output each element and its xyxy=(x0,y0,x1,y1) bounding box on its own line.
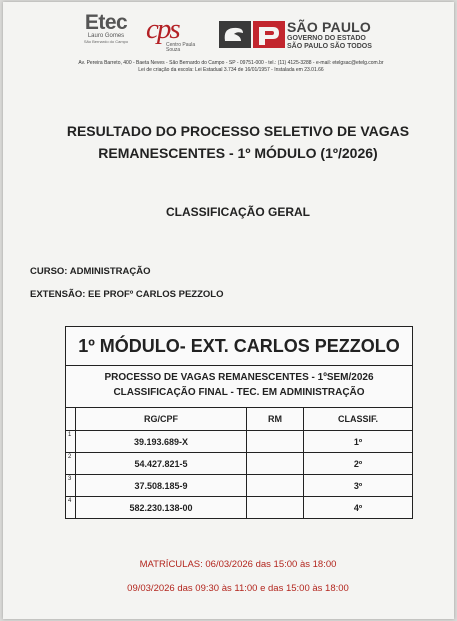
sp-line3: SÃO PAULO SÃO TODOS xyxy=(287,43,372,50)
title-line-2: REMANESCENTES - 1º MÓDULO (1º/2026) xyxy=(98,145,378,161)
row-document: 39.193.689-X xyxy=(76,431,247,452)
cps-logo xyxy=(146,13,204,56)
row-classification: 4º xyxy=(353,502,363,513)
sp-government-logo xyxy=(219,19,384,55)
table-row xyxy=(66,475,412,497)
sp-title: SÃO PAULO xyxy=(287,19,371,35)
row-number: 1 xyxy=(66,431,76,452)
row-classification: 2º xyxy=(353,458,363,469)
document-title xyxy=(43,120,433,164)
extension-label: EXTENSÃO: EE PROFº CARLOS PEZZOLO xyxy=(30,289,224,300)
title-line-1: RESULTADO DO PROCESSO SELETIVO DE VAGAS xyxy=(66,123,410,139)
enrollment-date-2: 09/03/2026 das 09:30 às 11:00 e das 15:00 às 18:00 xyxy=(127,583,349,594)
etec-city: São Bernardo do Campo xyxy=(83,39,129,44)
row-document: 54.427.821-5 xyxy=(76,453,247,474)
row-number: 2 xyxy=(66,453,76,474)
process-line-1: PROCESSO DE VAGAS REMANESCENTES - 1ºSEM/2026 xyxy=(104,372,374,383)
row-number: 4 xyxy=(66,497,76,518)
classification-table xyxy=(65,326,413,519)
row-classification: 1º xyxy=(353,436,363,447)
etec-school: Lauro Gomes xyxy=(87,33,125,39)
row-document: 582.230.138-00 xyxy=(76,497,247,518)
school-creation-law: Lei de criação da escola: Lei Estadual 3.734 de 16/01/1957 - Instalada em 23.01.66 xyxy=(138,67,324,73)
table-header-row xyxy=(66,408,412,431)
cps-sub: Centro Paula Souza xyxy=(166,42,196,53)
enrollment-date-1: MATRÍCULAS: 06/03/2026 das 15:00 às 18:00 xyxy=(139,559,337,570)
table-row xyxy=(66,431,412,453)
sp-badge-icon xyxy=(219,21,285,48)
table-process-info xyxy=(66,366,412,408)
row-number: 3 xyxy=(66,475,76,496)
table-heading: 1º MÓDULO- EXT. CARLOS PEZZOLO xyxy=(66,327,412,366)
column-header-rg-cpf: RG/CPF xyxy=(76,408,247,430)
column-header-classif: CLASSIF. xyxy=(337,414,378,424)
process-line-2: CLASSIFICAÇÃO FINAL - TEC. EM ADMINISTRAÇÃO xyxy=(113,387,365,398)
document-page xyxy=(3,2,454,619)
row-classification: 3º xyxy=(353,480,363,491)
row-rm xyxy=(247,453,304,474)
school-address: Av. Pereira Barreto, 400 - Baeta Neves - São Bernardo do Campo - SP - 09751-000 - tel.: (11) 4125-3288 - e-mail: etelgsac@etelg.com.br xyxy=(78,60,384,66)
row-rm xyxy=(247,431,304,452)
table-row xyxy=(66,453,412,475)
row-document: 37.508.185-9 xyxy=(76,475,247,496)
document-subtitle: CLASSIFICAÇÃO GERAL xyxy=(166,205,310,219)
index-column-header xyxy=(66,408,76,430)
column-header-rm: RM xyxy=(247,408,304,430)
sp-line2: GOVERNO DO ESTADO xyxy=(287,35,366,42)
etec-name: Etec xyxy=(84,11,128,34)
table-row xyxy=(66,497,412,518)
etec-logo xyxy=(78,13,134,44)
row-rm xyxy=(247,497,304,518)
row-rm xyxy=(247,475,304,496)
course-label: CURSO: ADMINISTRAÇÃO xyxy=(30,266,151,277)
cps-mark: cps xyxy=(146,13,179,45)
